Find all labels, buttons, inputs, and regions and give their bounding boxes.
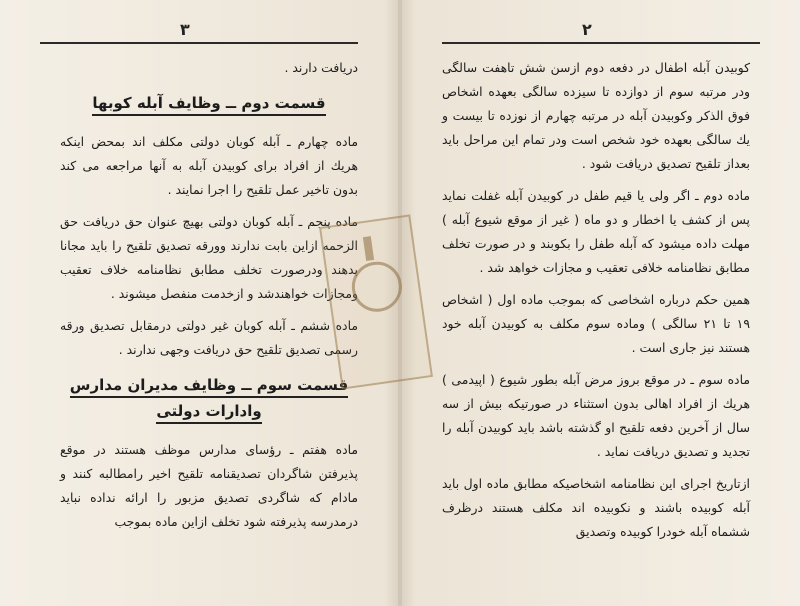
- article-5: ماده پنجم ـ آبله کوبان دولتی بهیچ عنوان حق دریافت حق الزحمه ازاین بابت ندارند وورقه تصدیق تلقیح را باید مجانا بدهند ودرصورت تخلف مطابق نظامنامه خلاف تعقیب ومجازات خواهندشد و ازخدمت منفصل میشوند .: [60, 214, 358, 301]
- header-rule: [40, 42, 358, 44]
- stamp-sun-emblem: [349, 258, 405, 314]
- section-2-heading: [60, 90, 358, 116]
- section-2-title: قسمت دوم ــ وظایف آبله کوبها: [92, 94, 325, 116]
- article-6: ماده ششم ـ آبله کوبان غیر دولتی درمقابل تصدیق ورقه رسمی تصدیق تلقیح حق دریافت وجهی ندارند .: [60, 318, 358, 357]
- right-page-content: [442, 56, 750, 598]
- stamp-rays: [363, 236, 374, 261]
- right-page-number: ۲: [582, 20, 592, 39]
- article-4: ماده چهارم ـ آبله کوبان دولتی مکلف اند بمحض اینکه هریك از افراد برای کوبیدن آبله به آنها مراجعه می کند بدون تاخیر عمل تلقیح را اجرا نمایند .: [60, 134, 358, 197]
- ruling-paragraph: همین حکم درباره اشخاصی که بموجب ماده اول ( اشخاص ۱۹ تا ۲۱ سالگی ) وماده سوم مکلف به کوبیدن آبله خود هستند نیز جاری است .: [442, 292, 750, 355]
- article-2: ماده دوم ـ اگر ولی یا قیم طفل در کوبیدن آبله غفلت نماید پس از کشف یا اخطار و دو ماه ( غیر از موقع شیوع آبله ) مهلت داده میشود که آبله طفل را بکوبند و در صورت تخلف مطابق نظامنامه خلافی تعقیب و مجازات خواهد شد .: [442, 188, 750, 275]
- article-3: ماده سوم ـ در موقع بروز مرض آبله بطور شیوع ( اپیدمی ) هریك از افراد اهالی بدون استثناء در صورتیکه بیش از سه سال از آخرین دفعه تلقیح او گذشته باشد باید کوبیدن آبله را تجدید و تصدیق دریافت نماید .: [442, 372, 750, 459]
- left-page-header: [40, 14, 358, 54]
- section-3-heading: [60, 372, 358, 424]
- article-7: ماده هفتم ـ رؤسای مدارس موظف هستند در موقع پذیرفتن شاگردان تصدیقنامه تلقیح اخیر رامطالبه کنند و مادام که شاگردی تصدیق مزبور را ارائه نداده نباید درمدرسه پذیرفته شود تخلف ازاین ماده بموجب: [60, 442, 358, 529]
- right-page-header: [442, 14, 760, 54]
- opening-line: دریافت دارند .: [284, 60, 358, 75]
- right-page: [402, 0, 800, 606]
- left-page-content: [60, 56, 358, 598]
- paragraph-1: کوبیدن آبله اطفال در دفعه دوم ازسن شش تاهفت سالگی ودر مرتبه سوم از دوازده تا سیزده سالگی بعهده اشخاص فوق الذکر وکوبیدن آبله در مرتبه چهارم از نوزده تا بیست و یك سالگی بعهده خود شخص است ودر تمام این مراحل باید بعداز تلقیح تصدیق دریافت شود .: [442, 60, 750, 171]
- left-page-number: ۳: [180, 20, 190, 39]
- header-rule: [442, 42, 760, 44]
- last-paragraph: ازتاریخ اجرای این نظامنامه اشخاصیکه مطابق ماده اول باید آبله کوبیده باشند و نکوبیده اند مکلف هستند درظرف ششماه آبله خودرا کوبیده وتصدیق: [442, 476, 750, 539]
- section-3-title: قسمت سوم ــ وظایف مدیران مدارس وادارات دولتی: [70, 376, 348, 424]
